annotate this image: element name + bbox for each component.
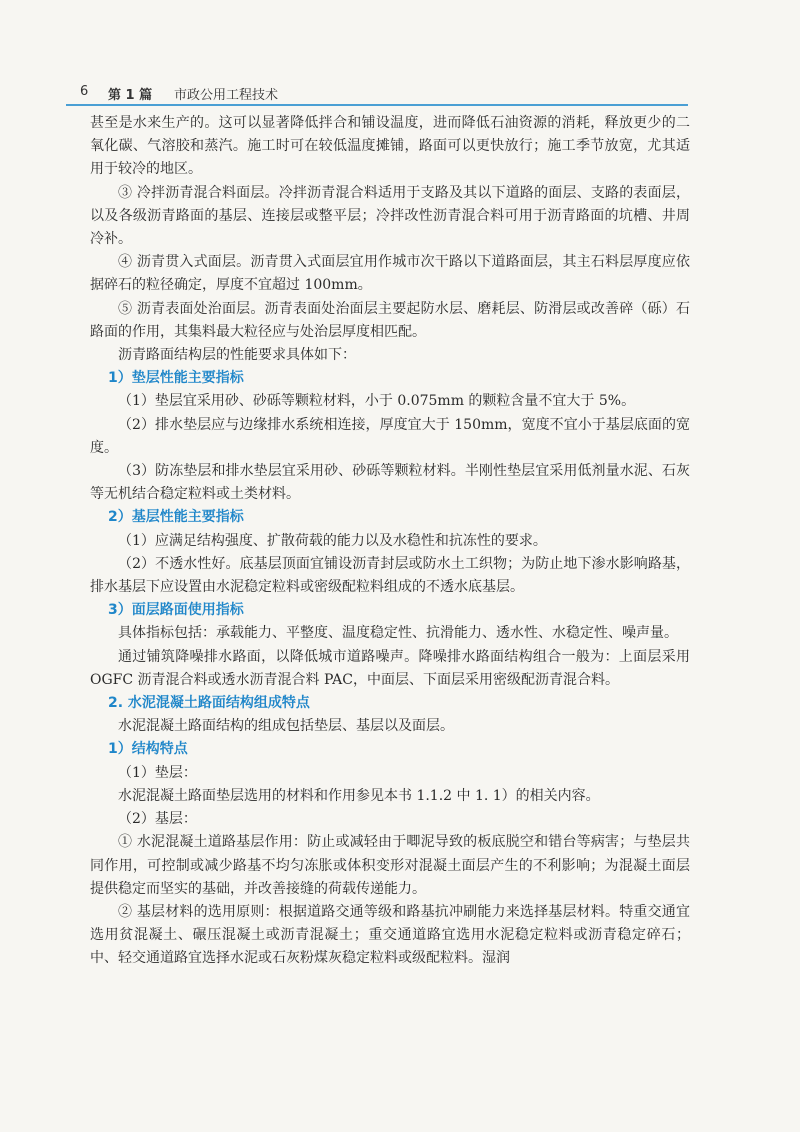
paragraph: ⑤ 沥青表面处治面层。沥青表面处治面层主要起防水层、磨耗层、防滑层或改善碎（砾）石路面的作用，其集料最大粒径应与处治层厚度相匹配。 xyxy=(90,300,690,340)
paragraph: （2）排水垫层应与边缘排水系统相连接，厚度宜大于 150mm，宽度不宜小于基层底面的宽度。 xyxy=(90,416,690,456)
section-heading: 2）基层性能主要指标 xyxy=(108,509,244,526)
paragraph: ② 基层材料的选用原则：根据道路交通等级和路基抗冲刷能力来选择基层材料。特重交通宜选用贫混凝土、碾压混凝土或沥青混凝土；重交通道路宜选用水泥稳定粒料或沥青稳定碎石；中、轻交通道路宜选择水泥或石灰粉煤灰稳定粒料或级配粒料。湿润 xyxy=(90,903,690,967)
page-number: 6 xyxy=(80,84,89,99)
paragraph: ① 水泥混凝土道路基层作用：防止或减轻由于唧泥导致的板底脱空和错台等病害；与垫层共同作用，可控制或减少路基不均匀冻胀或体积变形对混凝土面层产生的不利影响；为混凝土面层提供稳定而坚实的基础，并改善接缝的荷载传递能力。 xyxy=(90,834,690,897)
paragraph: 通过铺筑降噪排水路面，以降低城市道路噪声。降噪排水路面结构组合一般为：上面层采用 OGFC 沥青混合料或透水沥青混合料 PAC，中面层、下面层采用密级配沥青混合料。 xyxy=(90,648,690,688)
paragraph: （2）基层： xyxy=(118,811,197,828)
paragraph: （1）垫层宜采用砂、砂砾等颗粒材料，小于 0.075mm 的颗粒含量不宜大于 5%。 xyxy=(118,393,636,410)
section-heading: 3）面层路面使用指标 xyxy=(108,602,244,619)
page-body xyxy=(90,112,690,971)
paragraph: （3）防冻垫层和排水垫层宜采用砂、砂砾等颗粒材料。半刚性垫层宜采用低剂量水泥、石灰等无机结合稳定粒料或土类材料。 xyxy=(90,463,690,503)
section-heading: 2. 水泥混凝土路面结构组成特点 xyxy=(108,695,310,712)
header-rule xyxy=(66,104,688,106)
running-header xyxy=(66,78,686,104)
section-heading: 1）垫层性能主要指标 xyxy=(108,370,244,387)
paragraph: ③ 冷拌沥青混合料面层。冷拌沥青混合料适用于支路及其以下道路的面层、支路的表面层，以及各级沥青路面的基层、连接层或整平层；冷拌改性沥青混合料可用于沥青路面的坑槽、井周冷补。 xyxy=(90,184,690,248)
paragraph: （1）应满足结构强度、扩散荷载的能力以及水稳性和抗冻性的要求。 xyxy=(118,532,547,549)
part-subject: 市政公用工程技术 xyxy=(174,88,279,103)
paragraph: 甚至是水来生产的。这可以显著降低拌合和铺设温度，进而降低石油资源的消耗，释放更少的二氧化碳、气溶胶和蒸汽。施工时可在较低温度摊铺，路面可以更快放行；施工季节放宽，尤其适用于较冷的地区。 xyxy=(90,115,690,178)
paragraph: 沥青路面结构层的性能要求具体如下： xyxy=(118,347,356,364)
paragraph: （2）不透水性好。底基层顶面宜铺设沥青封层或防水土工织物；为防止地下渗水影响路基，排水基层下应设置由水泥稳定粒料或密级配粒料组成的不透水底基层。 xyxy=(90,555,690,596)
paragraph: 具体指标包括：承载能力、平整度、温度稳定性、抗滑能力、透水性、水稳定性、噪声量。 xyxy=(118,625,678,642)
part-label: 第 1 篇 xyxy=(108,88,153,103)
paragraph: 水泥混凝土路面结构的组成包括垫层、基层以及面层。 xyxy=(118,718,454,735)
paragraph: （1）垫层： xyxy=(118,764,197,781)
paragraph: 水泥混凝土路面垫层选用的材料和作用参见本书 1.1.2 中 1. 1）的相关内容。 xyxy=(118,787,600,804)
paragraph: ④ 沥青贯入式面层。沥青贯入式面层宜用作城市次干路以下道路面层，其主石料层厚度应依据碎石的粒径确定，厚度不宜超过 100mm。 xyxy=(90,254,690,294)
section-heading: 1）结构特点 xyxy=(108,741,188,758)
